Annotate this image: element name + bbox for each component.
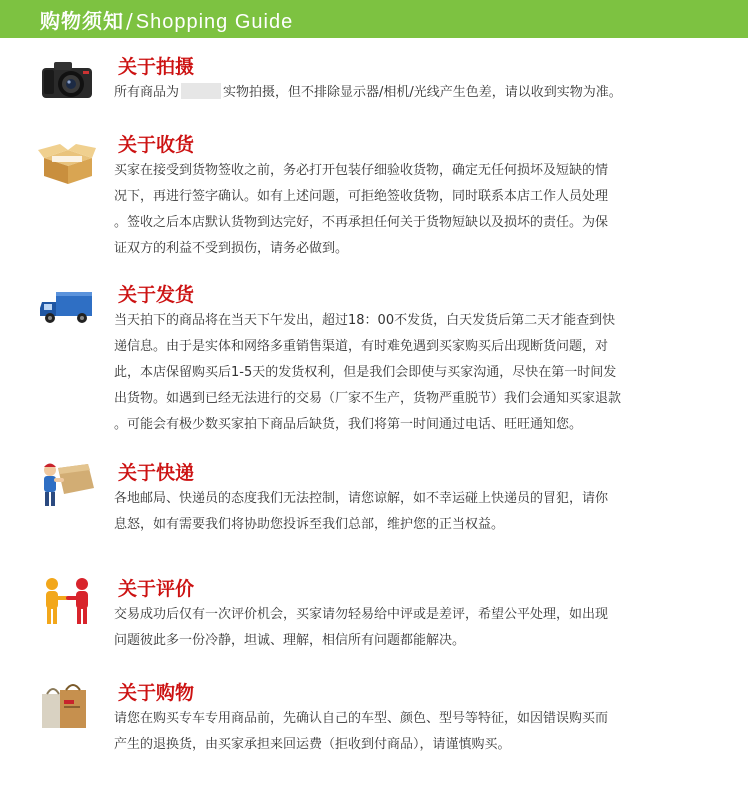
courier-icon (38, 458, 96, 510)
title-english: Shopping Guide (135, 11, 294, 33)
handshake-icon (38, 576, 96, 628)
truck-icon (38, 282, 96, 334)
section-body (114, 706, 714, 758)
page-title (40, 5, 293, 34)
body-line: 各地邮局、快递员的态度我们无法控制，请您谅解，如不幸运碰上快递员的冒犯，请你 (114, 491, 609, 506)
section-body (114, 486, 714, 538)
redacted-box (181, 83, 221, 99)
body-text: 实物拍摄，但不排除显示器/相机/光线产生色差，请以收到实物为准。 (223, 85, 622, 100)
open-box-icon (38, 136, 96, 188)
body-line: 证双方的利益不受到损伤，请务必做到。 (114, 241, 349, 256)
body-line: 递信息。由于是实体和网络多重销售渠道，有时难免遇到买家购买后出现断货问题，对 (114, 339, 609, 354)
section-body (114, 308, 714, 438)
body-line: 况下，再进行签字确认。如有上述问题，可拒绝签收货物，同时联系本店工作人员处理 (114, 189, 609, 204)
section-body (114, 602, 714, 654)
section-heading: 关于快递 (118, 462, 195, 484)
body-line: 出货物。如遇到已经无法进行的交易（厂家不生产，货物严重脱节）我们会通知买家退款 (114, 391, 622, 406)
section-heading: 关于评价 (118, 578, 195, 600)
body-line: 当天拍下的商品将在当天下午发出，超过18：00不发货，白天发货后第二天才能查到快 (114, 313, 616, 328)
section-heading: 关于收货 (118, 134, 195, 156)
body-line: 。可能会有极少数买家拍下商品后缺货，我们将第一时间通过电话、旺旺通知您。 (114, 417, 583, 432)
section-heading: 关于购物 (118, 682, 195, 704)
body-line: 请您在购买专车专用商品前，先确认自己的车型、颜色、型号等特征，如因错误购买而 (114, 711, 609, 726)
body-line: 产生的退换货，由买家承担来回运费（拒收到付商品），请谨慎购买。 (114, 737, 511, 752)
body-line: 此，本店保留购买后1-5天的发货权利，但是我们会即使与买家沟通，尽快在第一时间发 (114, 365, 617, 380)
camera-icon (38, 54, 96, 106)
shopping-bags-icon (38, 682, 96, 734)
body-line: 息怒，如有需要我们将协助您投诉至我们总部，维护您的正当权益。 (114, 517, 505, 532)
section-body (114, 158, 714, 262)
body-line: 买家在接受到货物签收之前，务必打开包装仔细验收货物，确定无任何损坏及短缺的情 (114, 163, 609, 178)
title-slash: / (126, 9, 134, 33)
title-chinese: 购物须知 (40, 9, 124, 33)
section-heading: 关于拍摄 (118, 56, 195, 78)
body-line: 问题彼此多一份冷静，坦诚、理解，相信所有问题都能解决。 (114, 633, 466, 648)
page-header (0, 0, 748, 38)
section-heading: 关于发货 (118, 284, 195, 306)
body-text: 所有商品为 (114, 85, 180, 100)
body-line (114, 80, 714, 106)
body-line: 。签收之后本店默认货物到达完好，不再承担任何关于货物短缺以及损坏的责任。为保 (114, 215, 609, 230)
section-body (114, 80, 714, 106)
body-line: 交易成功后仅有一次评价机会，买家请勿轻易给中评或是差评，希望公平处理，如出现 (114, 607, 609, 622)
